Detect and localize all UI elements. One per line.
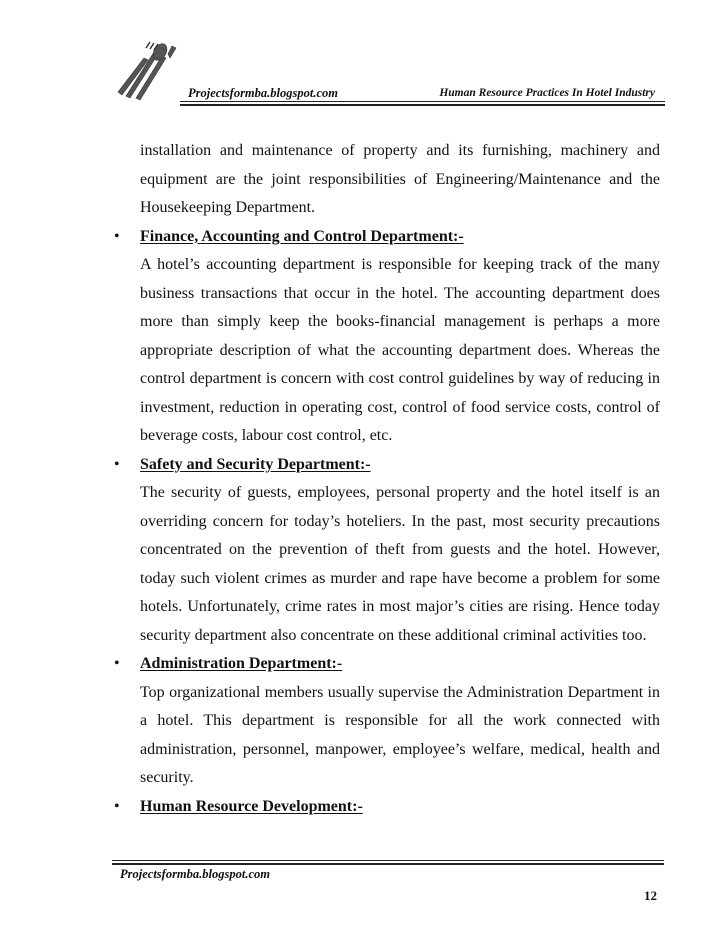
section-heading: Finance, Accounting and Control Department:- [140,227,464,245]
footer-site-name: Projectsformba.blogspot.com [120,867,270,881]
cutlery-logo-icon [110,40,190,104]
section-safety-security [112,451,660,651]
document-body [112,137,660,821]
page-number: 12 [644,888,657,903]
bullet-icon: • [114,655,120,672]
header-divider [180,101,665,102]
section-paragraph: A hotel’s accounting department is responsible for keeping track of the many business transactions that occur in the hotel. The accounting department does more than simply keep the books-financial management is perhaps a more appropriate description of what the accounting department does. Whereas the control department is concern with cost control guidelines by way of reducing in investment, reduction in operating cost, control of food service costs, control of beverage costs, labour cost control, etc. [140,256,660,444]
section-paragraph: The security of guests, employees, personal property and the hotel itself is an overriding concern for today’s hoteliers. In the past, most security precautions concentrated on the prevention of theft from guests and the hotel. However, today such violent crimes as murder and rape have become a problem for some hotels. Unfortunately, crime rates in most major’s cities are rising. Hence today security department also concentrate on these additional criminal activities too. [140,484,660,644]
section-finance [112,223,660,451]
header-document-title: Human Resource Practices In Hotel Industry [439,87,655,99]
header-site-name: Projectsformba.blogspot.com [188,86,338,100]
header-divider-thick [180,104,665,106]
section-heading: Human Resource Development:- [140,797,363,815]
section-heading: Administration Department:- [140,655,343,672]
intro-paragraph: installation and maintenance of property and its furnishing, machinery and equipment are the joint responsibilities of Engineering/Maintenance and the Housekeeping Department. [140,142,660,216]
section-paragraph: Top organizational members usually supervise the Administration Department in a hotel. This department is responsible for all the work connected with administration, personnel, manpower, employee’s welfare, medical, health and security. [140,683,660,786]
section-human-resource [112,793,660,822]
section-administration [112,650,660,793]
bullet-icon: • [114,455,120,473]
section-heading: Safety and Security Department:- [140,455,371,473]
bullet-icon: • [114,797,120,815]
footer-divider-thick [112,863,664,865]
bullet-icon: • [114,227,120,245]
footer-divider [112,860,664,861]
page-header [110,40,665,108]
